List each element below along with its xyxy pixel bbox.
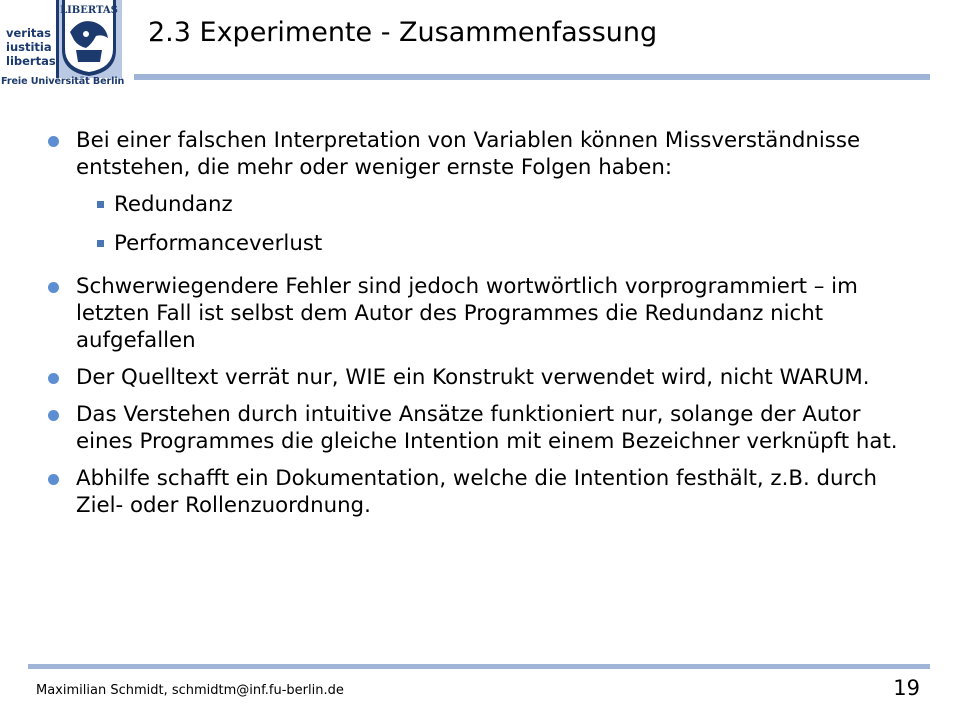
sub-bullet-text: Performanceverlust bbox=[114, 231, 323, 256]
logo-motto-line-3: libertas bbox=[6, 54, 56, 68]
bullet-text: Abhilfe schafft ein Dokumentation, welche die Intention festhält, z.B. durch Ziel- oder Rollenzuordnung. bbox=[76, 466, 878, 518]
bullet-item bbox=[48, 401, 918, 455]
sub-bullet-list bbox=[48, 191, 918, 257]
bullet-dot-icon bbox=[48, 136, 59, 147]
footer-author: Maximilian Schmidt, schmidtm@inf.fu-berlin.de bbox=[36, 683, 344, 698]
bullet-dot-icon bbox=[48, 410, 59, 421]
bullet-dot-icon bbox=[48, 282, 59, 293]
square-bullet-icon bbox=[97, 240, 104, 247]
seal-lettering: LIBERTAS bbox=[60, 5, 118, 16]
bullet-text: Das Verstehen durch intuitive Ansätze funktioniert nur, solange der Autor eines Programmes die gleiche Intention mit einem Bezeichner verknüpft hat. bbox=[76, 402, 898, 454]
bullet-text: Der Quelltext verrät nur, WIE ein Konstrukt verwendet wird, nicht WARUM. bbox=[76, 365, 870, 390]
slide-title: 2.3 Experimente - Zusammenfassung bbox=[148, 17, 658, 48]
university-name: Freie Universität Berlin bbox=[1, 76, 125, 87]
sub-bullet-item bbox=[48, 191, 918, 218]
logo-motto-line-1: veritas bbox=[6, 26, 52, 40]
logo-motto bbox=[6, 26, 60, 68]
bullet-item bbox=[48, 465, 918, 519]
university-logo bbox=[0, 0, 125, 92]
title-divider bbox=[134, 74, 930, 80]
bullet-item bbox=[48, 273, 918, 354]
footer-divider bbox=[28, 664, 930, 669]
square-bullet-icon bbox=[97, 201, 104, 208]
slide-content bbox=[48, 127, 918, 529]
bullet-text: Schwerwiegendere Fehler sind jedoch wortwörtlich vorprogrammiert – im letzten Fall ist selbst dem Autor des Programmes die Redundanz nicht aufgefallen bbox=[76, 274, 858, 353]
bullet-item bbox=[48, 364, 918, 391]
bullet-item bbox=[48, 127, 918, 181]
sub-bullet-item bbox=[48, 230, 918, 257]
page-number: 19 bbox=[893, 676, 920, 700]
bullet-dot-icon bbox=[48, 373, 59, 384]
university-seal-icon bbox=[56, 0, 122, 78]
bullet-text: Bei einer falschen Interpretation von Variablen können Missverständnisse entstehen, die mehr oder weniger ernste Folgen haben: bbox=[76, 128, 861, 180]
bullet-dot-icon bbox=[48, 474, 59, 485]
logo-motto-line-2: iustitia bbox=[6, 40, 52, 54]
sub-bullet-text: Redundanz bbox=[114, 192, 233, 217]
